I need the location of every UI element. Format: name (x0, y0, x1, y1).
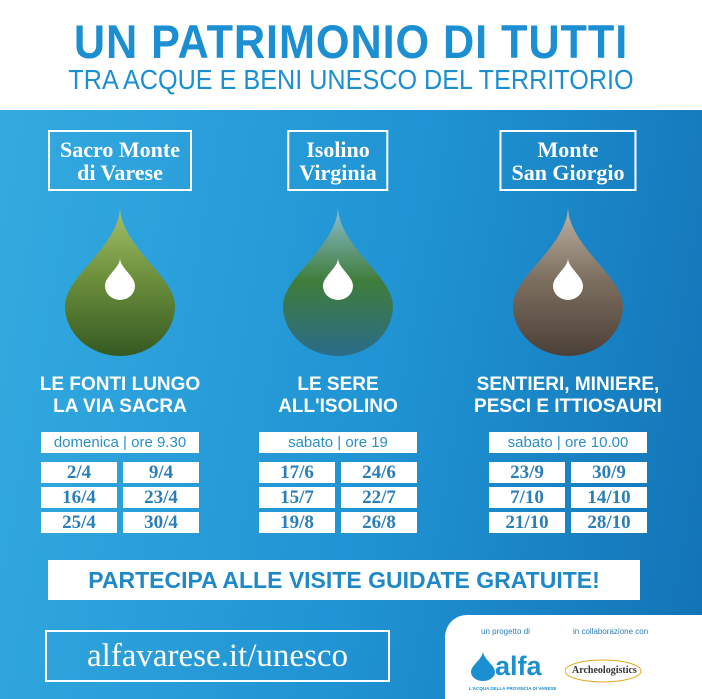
schedule-label: domenica | ore 9.30 (41, 432, 199, 453)
date-cell: 15/7 (259, 487, 335, 508)
date-cell: 26/8 (341, 512, 417, 533)
date-cell: 7/10 (489, 487, 565, 508)
archeologistics-logo: Archeologistics (572, 665, 637, 676)
page-title: UN PATRIMONIO DI TUTTI (73, 15, 629, 68)
water-drop-photo-icon (283, 206, 393, 356)
dates-grid (489, 462, 647, 533)
date-cell: 23/4 (123, 487, 199, 508)
date-cell: 19/8 (259, 512, 335, 533)
header (0, 0, 702, 110)
headline-line: ALL'ISOLINO (278, 396, 398, 417)
headline-line: LE FONTI LUNGO (39, 374, 201, 395)
website-link[interactable]: alfavarese.it/unesco (45, 630, 390, 682)
cta-banner: PARTECIPA ALLE VISITE GUIDATE GRATUITE! (48, 560, 640, 600)
main-panel (0, 110, 702, 699)
page-subtitle: TRA ACQUE E BENI UNESCO DEL TERRITORIO (68, 64, 634, 95)
date-cell: 25/4 (41, 512, 117, 533)
date-cell: 23/9 (489, 462, 565, 483)
dates-grid (41, 462, 199, 533)
dates-grid (259, 462, 417, 533)
date-cell: 9/4 (123, 462, 199, 483)
place-title (48, 130, 192, 191)
place-line: Virginia (299, 159, 377, 185)
date-cell: 22/7 (341, 487, 417, 508)
water-drop-photo-icon (65, 206, 175, 356)
collab-label: in collaborazione con (573, 627, 649, 636)
headline-line: SENTIERI, MINIERE, (476, 374, 660, 395)
alfa-logo: alfa (495, 651, 542, 681)
project-label: un progetto di (481, 627, 530, 636)
place-line: Sacro Monte (60, 136, 180, 162)
date-cell: 17/6 (259, 462, 335, 483)
headline-line: LE SERE (297, 374, 379, 395)
tour-headline (463, 374, 673, 418)
headline-line: LA VIA SACRA (53, 396, 187, 417)
place-line: San Giorgio (511, 159, 625, 185)
place-line: Isolino (306, 136, 370, 162)
schedule-label: sabato | ore 19 (259, 432, 417, 453)
place-title (499, 130, 636, 191)
logos-panel (445, 615, 702, 699)
date-cell: 2/4 (41, 462, 117, 483)
place-title (287, 130, 388, 191)
alfa-logo-drop-icon (471, 651, 495, 681)
place-line: Monte (537, 136, 599, 162)
date-cell: 28/10 (571, 512, 647, 533)
date-cell: 14/10 (571, 487, 647, 508)
place-line: di Varese (77, 159, 163, 185)
date-cell: 30/4 (123, 512, 199, 533)
date-cell: 24/6 (341, 462, 417, 483)
date-cell: 16/4 (41, 487, 117, 508)
alfa-tagline: L'ACQUA DELLA PROVINCIA DI VARESE (469, 686, 557, 691)
headline-line: PESCI E ITTIOSAURI (474, 396, 662, 417)
date-cell: 21/10 (489, 512, 565, 533)
date-cell: 30/9 (571, 462, 647, 483)
schedule-label: sabato | ore 10.00 (489, 432, 647, 453)
tour-headline (233, 374, 443, 418)
tour-headline (15, 374, 225, 418)
water-drop-photo-icon (513, 206, 623, 356)
